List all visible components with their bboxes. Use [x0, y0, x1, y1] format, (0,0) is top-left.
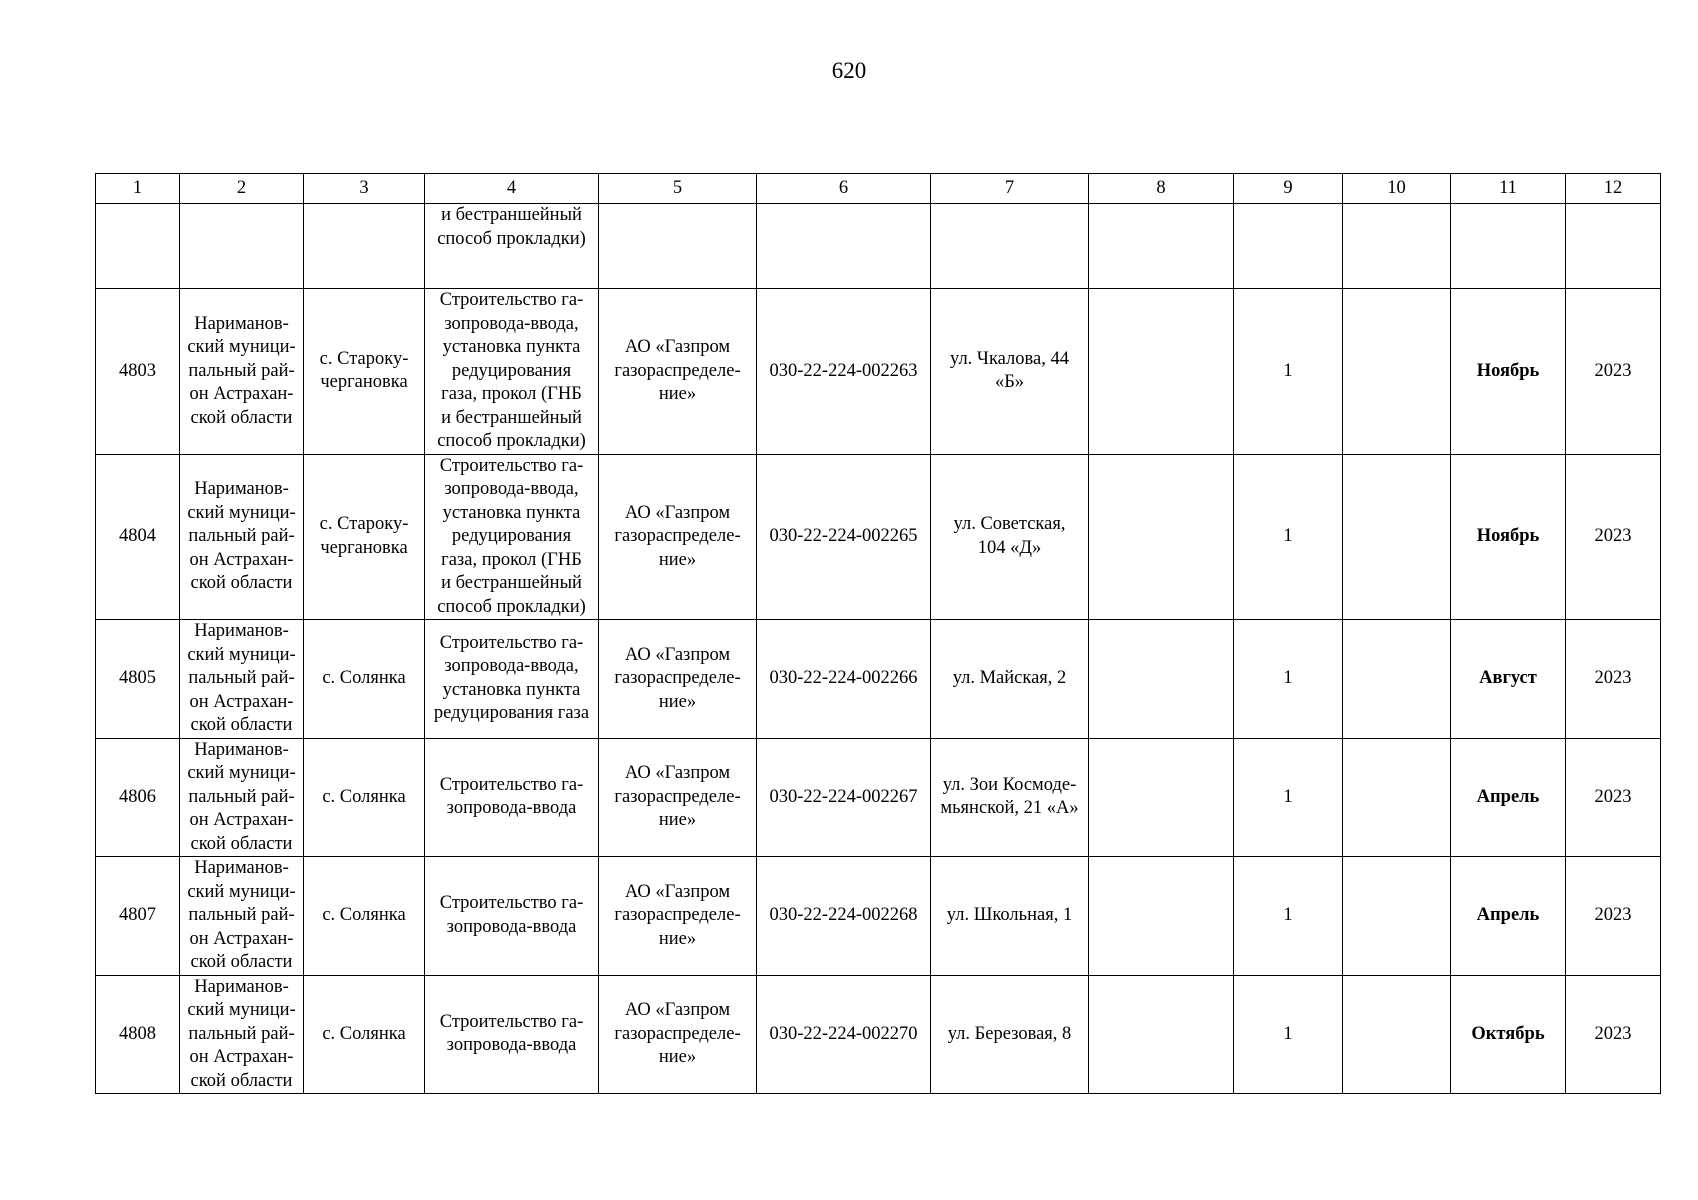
quantity-cell: 1 — [1234, 857, 1343, 976]
empty-cell — [1343, 204, 1451, 289]
table-row — [96, 857, 1661, 976]
organization-cell: АО «Газпром газораспределе- ние» — [599, 738, 757, 857]
settlement-cell: с. Солянка — [304, 738, 425, 857]
address-cell: ул. Березовая, 8 — [931, 975, 1089, 1094]
work-description-cell: Строительство га- зопровода-ввода — [425, 857, 599, 976]
work-description-cell: Строительство га- зопровода-ввода, установка пункта редуцирования газа, прокол (ГНБ и бестраншейный способ прокладки) — [425, 289, 599, 455]
column-number-row — [96, 174, 1661, 204]
empty-cell — [96, 204, 180, 289]
column-number: 4 — [425, 174, 599, 204]
column-number: 6 — [757, 174, 931, 204]
settlement-cell: с. Солянка — [304, 975, 425, 1094]
district-cell: Нариманов- ский муници- пальный рай- он Астрахан- ской области — [180, 454, 304, 620]
table-row — [96, 620, 1661, 739]
page-number: 620 — [831, 58, 867, 83]
empty-cell — [599, 204, 757, 289]
code-cell: 030-22-224-002267 — [757, 738, 931, 857]
column-10-cell — [1343, 454, 1451, 620]
district-cell: Нариманов- ский муници- пальный рай- он Астрахан- ской области — [180, 289, 304, 455]
quantity-cell: 1 — [1234, 289, 1343, 455]
column-10-cell — [1343, 738, 1451, 857]
row-number-cell: 4805 — [96, 620, 180, 739]
code-cell: 030-22-224-002265 — [757, 454, 931, 620]
column-8-cell — [1089, 857, 1234, 976]
registry-table — [95, 173, 1661, 1094]
district-cell: Нариманов- ский муници- пальный рай- он Астрахан- ской области — [180, 738, 304, 857]
address-cell: ул. Школьная, 1 — [931, 857, 1089, 976]
column-8-cell — [1089, 738, 1234, 857]
code-cell: 030-22-224-002268 — [757, 857, 931, 976]
table-row — [96, 454, 1661, 620]
row-number-cell: 4807 — [96, 857, 180, 976]
month-cell: Ноябрь — [1451, 454, 1566, 620]
organization-cell: АО «Газпром газораспределе- ние» — [599, 975, 757, 1094]
organization-cell: АО «Газпром газораспределе- ние» — [599, 857, 757, 976]
work-description-cell: Строительство га- зопровода-ввода, установка пункта редуцирования газа, прокол (ГНБ и бестраншейный способ прокладки) — [425, 454, 599, 620]
address-cell: ул. Зои Космоде- мьянской, 21 «А» — [931, 738, 1089, 857]
organization-cell: АО «Газпром газораспределе- ние» — [599, 620, 757, 739]
work-description-cell: и бестраншейный способ прокладки) — [425, 204, 599, 289]
settlement-cell: с. Староку- чергановка — [304, 289, 425, 455]
column-number: 5 — [599, 174, 757, 204]
column-number: 3 — [304, 174, 425, 204]
column-number: 10 — [1343, 174, 1451, 204]
continuation-row — [96, 204, 1661, 289]
year-cell: 2023 — [1566, 857, 1661, 976]
month-cell: Ноябрь — [1451, 289, 1566, 455]
year-cell: 2023 — [1566, 975, 1661, 1094]
empty-cell — [1566, 204, 1661, 289]
address-cell: ул. Советская, 104 «Д» — [931, 454, 1089, 620]
empty-cell — [1089, 204, 1234, 289]
row-number-cell: 4808 — [96, 975, 180, 1094]
column-number: 8 — [1089, 174, 1234, 204]
settlement-cell: с. Солянка — [304, 857, 425, 976]
month-cell: Август — [1451, 620, 1566, 739]
organization-cell: АО «Газпром газораспределе- ние» — [599, 289, 757, 455]
column-number: 1 — [96, 174, 180, 204]
empty-cell — [931, 204, 1089, 289]
settlement-cell: с. Солянка — [304, 620, 425, 739]
address-cell: ул. Чкалова, 44 «Б» — [931, 289, 1089, 455]
quantity-cell: 1 — [1234, 454, 1343, 620]
empty-cell — [180, 204, 304, 289]
empty-cell — [1451, 204, 1566, 289]
table-row — [96, 975, 1661, 1094]
address-cell: ул. Майская, 2 — [931, 620, 1089, 739]
code-cell: 030-22-224-002263 — [757, 289, 931, 455]
table-row — [96, 738, 1661, 857]
organization-cell: АО «Газпром газораспределе- ние» — [599, 454, 757, 620]
row-number-cell: 4803 — [96, 289, 180, 455]
quantity-cell: 1 — [1234, 620, 1343, 739]
column-10-cell — [1343, 975, 1451, 1094]
year-cell: 2023 — [1566, 620, 1661, 739]
district-cell: Нариманов- ский муници- пальный рай- он Астрахан- ской области — [180, 857, 304, 976]
column-8-cell — [1089, 289, 1234, 455]
column-8-cell — [1089, 620, 1234, 739]
settlement-cell: с. Староку- чергановка — [304, 454, 425, 620]
table-row — [96, 289, 1661, 455]
empty-cell — [304, 204, 425, 289]
month-cell: Октябрь — [1451, 975, 1566, 1094]
column-number: 2 — [180, 174, 304, 204]
quantity-cell: 1 — [1234, 975, 1343, 1094]
column-number: 12 — [1566, 174, 1661, 204]
column-number: 7 — [931, 174, 1089, 204]
column-number: 9 — [1234, 174, 1343, 204]
quantity-cell: 1 — [1234, 738, 1343, 857]
month-cell: Апрель — [1451, 738, 1566, 857]
year-cell: 2023 — [1566, 738, 1661, 857]
code-cell: 030-22-224-002270 — [757, 975, 931, 1094]
work-description-cell: Строительство га- зопровода-ввода — [425, 975, 599, 1094]
work-description-cell: Строительство га- зопровода-ввода — [425, 738, 599, 857]
work-description-cell: Строительство га- зопровода-ввода, установка пункта редуцирования газа — [425, 620, 599, 739]
column-10-cell — [1343, 289, 1451, 455]
district-cell: Нариманов- ский муници- пальный рай- он Астрахан- ской области — [180, 975, 304, 1094]
column-10-cell — [1343, 620, 1451, 739]
district-cell: Нариманов- ский муници- пальный рай- он Астрахан- ской области — [180, 620, 304, 739]
column-8-cell — [1089, 454, 1234, 620]
column-number: 11 — [1451, 174, 1566, 204]
month-cell: Апрель — [1451, 857, 1566, 976]
column-8-cell — [1089, 975, 1234, 1094]
empty-cell — [757, 204, 931, 289]
column-10-cell — [1343, 857, 1451, 976]
empty-cell — [1234, 204, 1343, 289]
row-number-cell: 4804 — [96, 454, 180, 620]
row-number-cell: 4806 — [96, 738, 180, 857]
code-cell: 030-22-224-002266 — [757, 620, 931, 739]
year-cell: 2023 — [1566, 454, 1661, 620]
year-cell: 2023 — [1566, 289, 1661, 455]
